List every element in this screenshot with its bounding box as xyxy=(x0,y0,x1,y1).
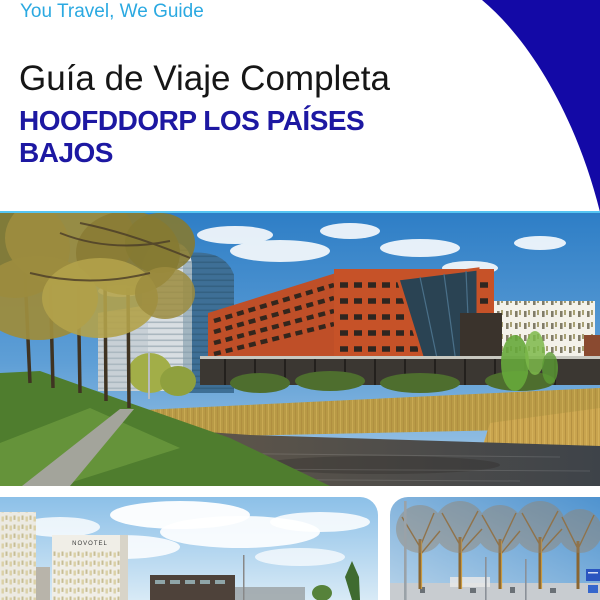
brand-tagline: You Travel, We Guide xyxy=(20,1,204,22)
street-photo xyxy=(390,497,600,600)
corner-accent-shape xyxy=(480,0,600,215)
hotel-photo xyxy=(0,497,378,600)
hotel-photo-illustration xyxy=(0,497,378,600)
main-photo xyxy=(0,211,600,486)
street-photo-illustration xyxy=(390,497,600,600)
novotel-sign: NOVOTEL xyxy=(72,541,108,547)
page-subtitle: HOOFDDORP LOS PAÍSES BAJOS xyxy=(19,105,365,168)
main-photo-illustration xyxy=(0,213,600,486)
page-title: Guía de Viaje Completa xyxy=(19,59,390,98)
